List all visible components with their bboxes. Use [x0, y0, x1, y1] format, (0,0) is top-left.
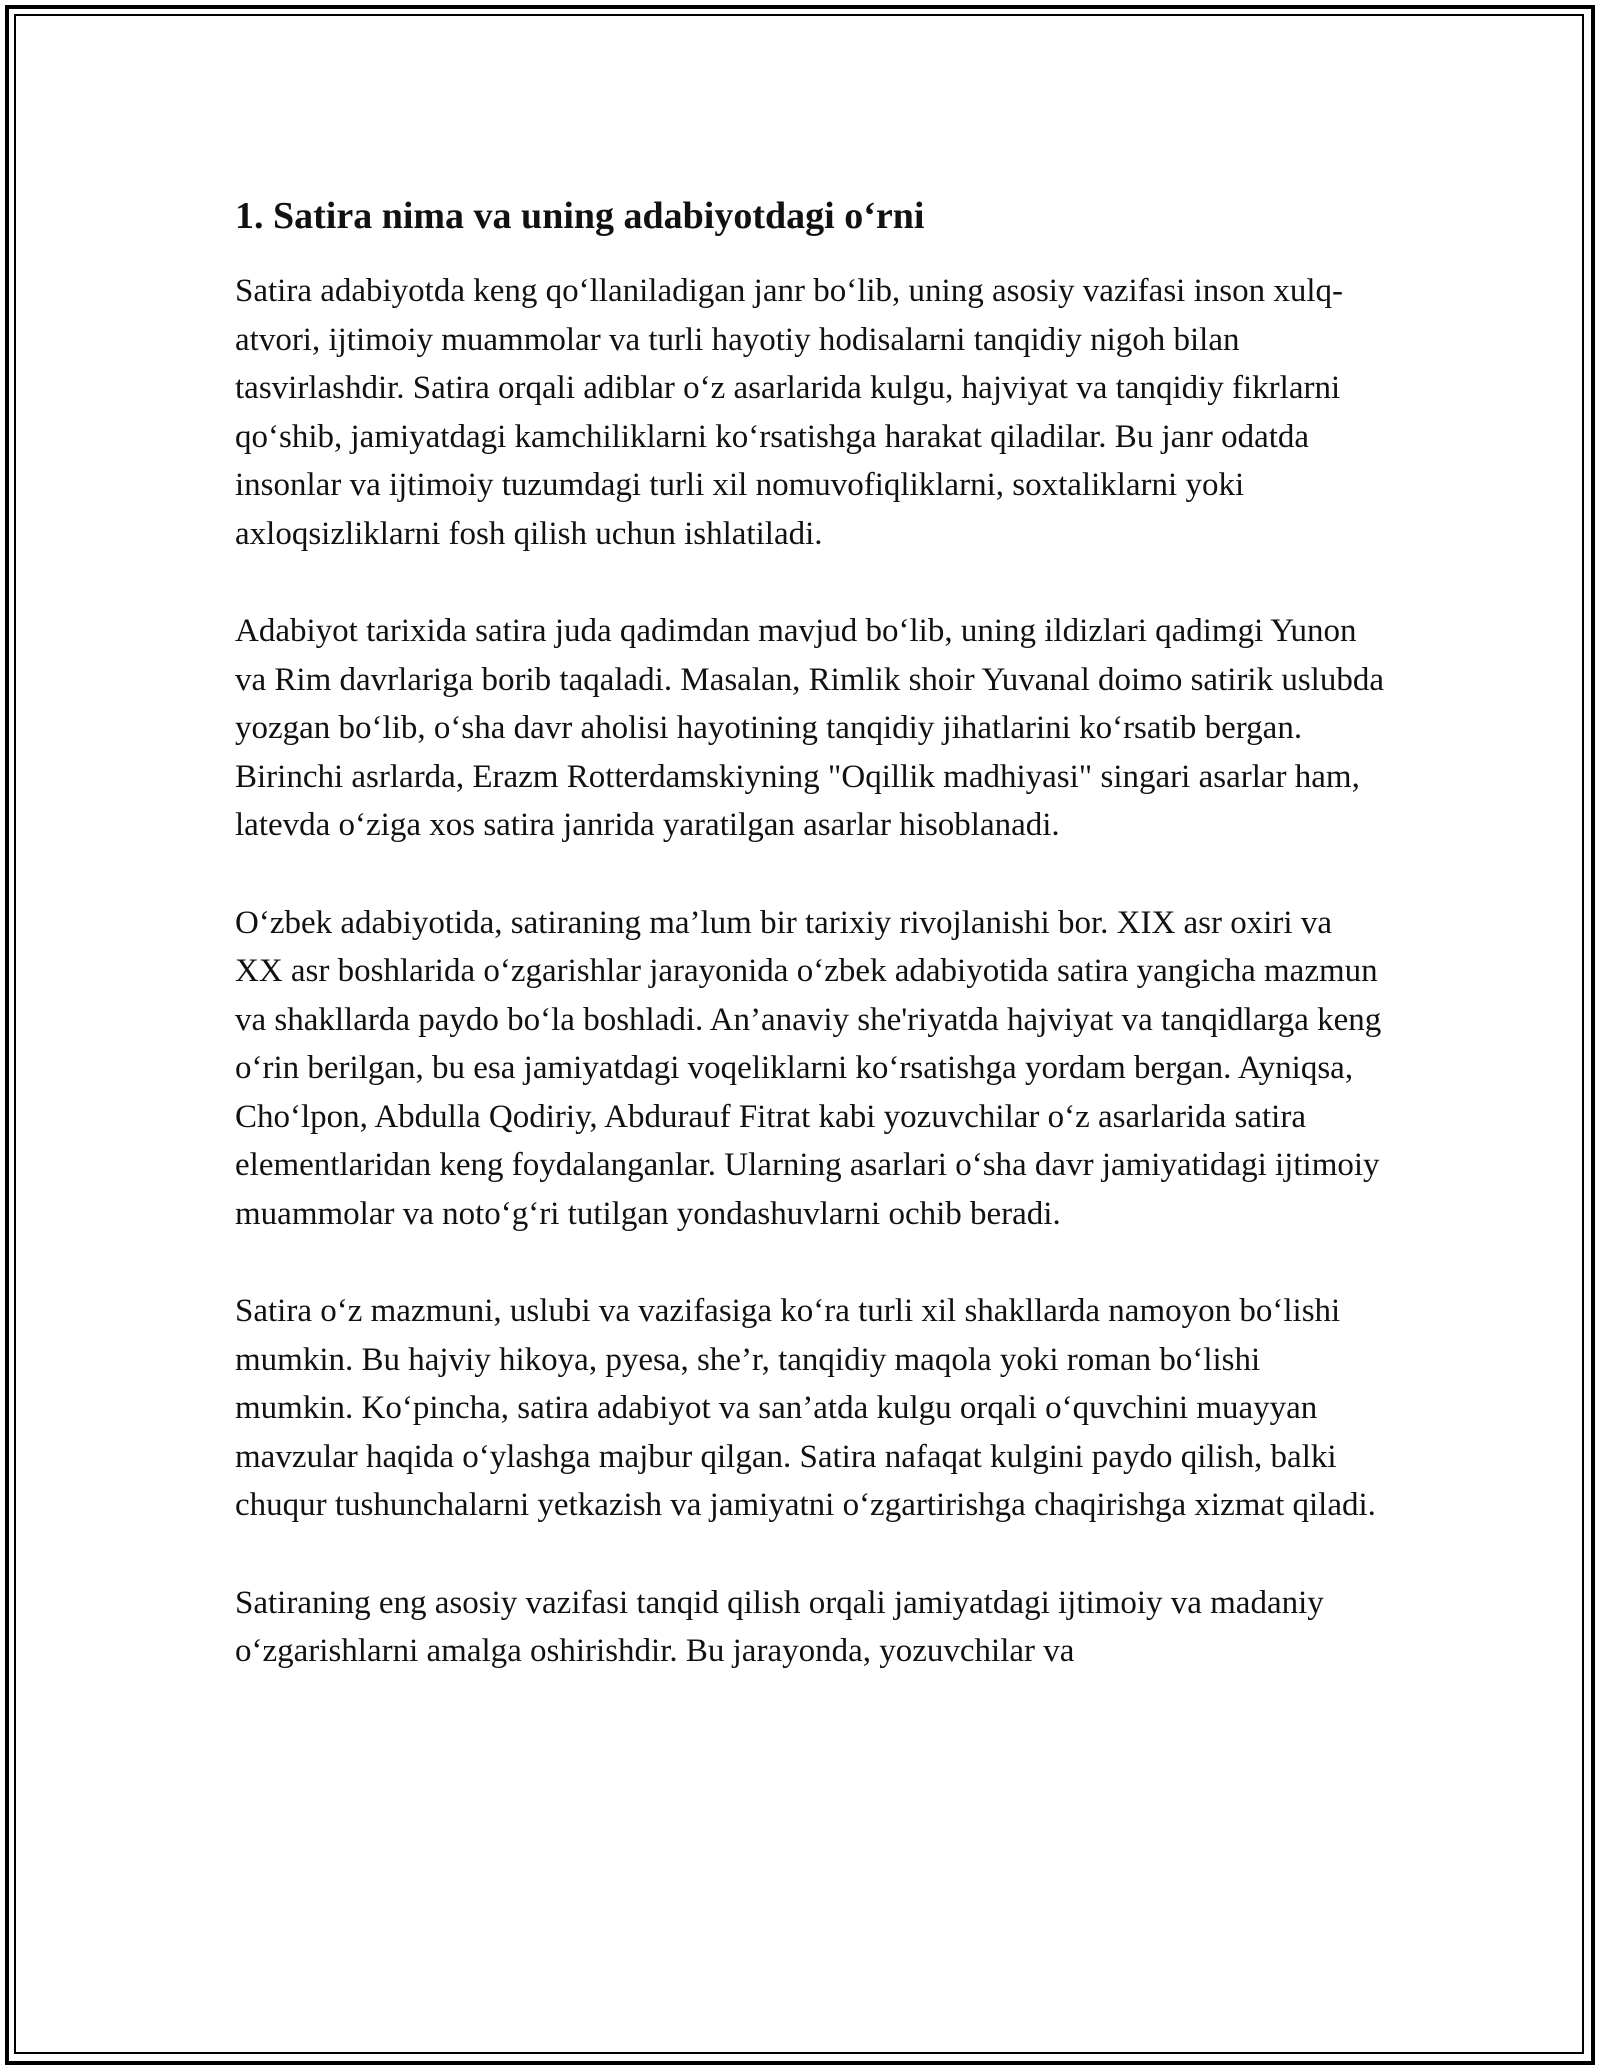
paragraph-1: Satira adabiyotda keng qo‘llaniladigan janr bo‘lib, uning asosiy vazifasi inson xulq-atvori, ijtimoiy muammolar va turli hayotiy hodisalarni tanqidiy nigoh bilan tasvirlashdir. Satira orqali adiblar o‘z asarlarida kulgu, hajviyat va tanqidiy fikrlarni qo‘shib, jamiyatdagi kamchiliklarni ko‘rsatishga harakat qiladilar. Bu janr odatda insonlar va ijtimoiy tuzumdagi turli xil nomuvofiqliklarni, soxtaliklarni yoki axloqsizliklarni fosh qilish uchun ishlatiladi. — [235, 273, 1343, 552]
paragraph-3: O‘zbek adabiyotida, satiraning ma’lum bir tarixiy rivojlanishi bor. XIX asr oxiri va XX asr boshlarida o‘zgarishlar jarayonida o‘zbek adabiyotida satira yangicha mazmun va shakllarda paydo bo‘la boshladi. An’anaviy she'riyatda hajviyat va tanqidlarga keng o‘rin berilgan, bu esa jamiyatdagi voqeliklarni ko‘rsatishga yordam bergan. Ayniqsa, Cho‘lpon, Abdulla Qodiriy, Abdurauf Fitrat kabi yozuvchilar o‘z asarlarida satira elementlaridan keng foydalanganlar. Ularning asarlari o‘sha davr jamiyatidagi ijtimoiy muammolar va noto‘g‘ri tutilgan yondashuvlarni ochib beradi. — [235, 904, 1382, 1232]
section-heading: 1. Satira nima va uning adabiyotdagi o‘rni — [235, 195, 925, 237]
document-body — [235, 186, 1385, 1676]
paragraph-2: Adabiyot tarixida satira juda qadimdan mavjud bo‘lib, uning ildizlari qadimgi Yunon va Rim davrlariga borib taqaladi. Masalan, Rimlik shoir Yuvanal doimo satirik uslubda yozgan bo‘lib, o‘sha davr aholisi hayotining tanqidiy jihatlarini ko‘rsatib bergan. Birinchi asrlarda, Erazm Rotterdamskiyning "Oqillik madhiyasi" singari asarlar ham, latevda o‘ziga xos satira janrida yaratilgan asarlar hisoblanadi. — [235, 613, 1384, 843]
paragraph-5: Satiraning eng asosiy vazifasi tanqid qilish orqali jamiyatdagi ijtimoiy va madaniy o‘zgarishlarni amalga oshirishdir. Bu jarayonda, yozuvchilar va — [235, 1584, 1324, 1669]
paragraph-4: Satira o‘z mazmuni, uslubi va vazifasiga ko‘ra turli xil shakllarda namoyon bo‘lishi mumkin. Bu hajviy hikoya, pyesa, she’r, tanqidiy maqola yoki roman bo‘lishi mumkin. Ko‘pincha, satira adabiyot va san’atda kulgu orqali o‘quvchini muayyan mavzular haqida o‘ylashga majbur qilgan. Satira nafaqat kulgini paydo qilish, balki chuqur tushunchalarni yetkazish va jamiyatni o‘zgartirishga chaqirishga xizmat qiladi. — [235, 1293, 1376, 1523]
